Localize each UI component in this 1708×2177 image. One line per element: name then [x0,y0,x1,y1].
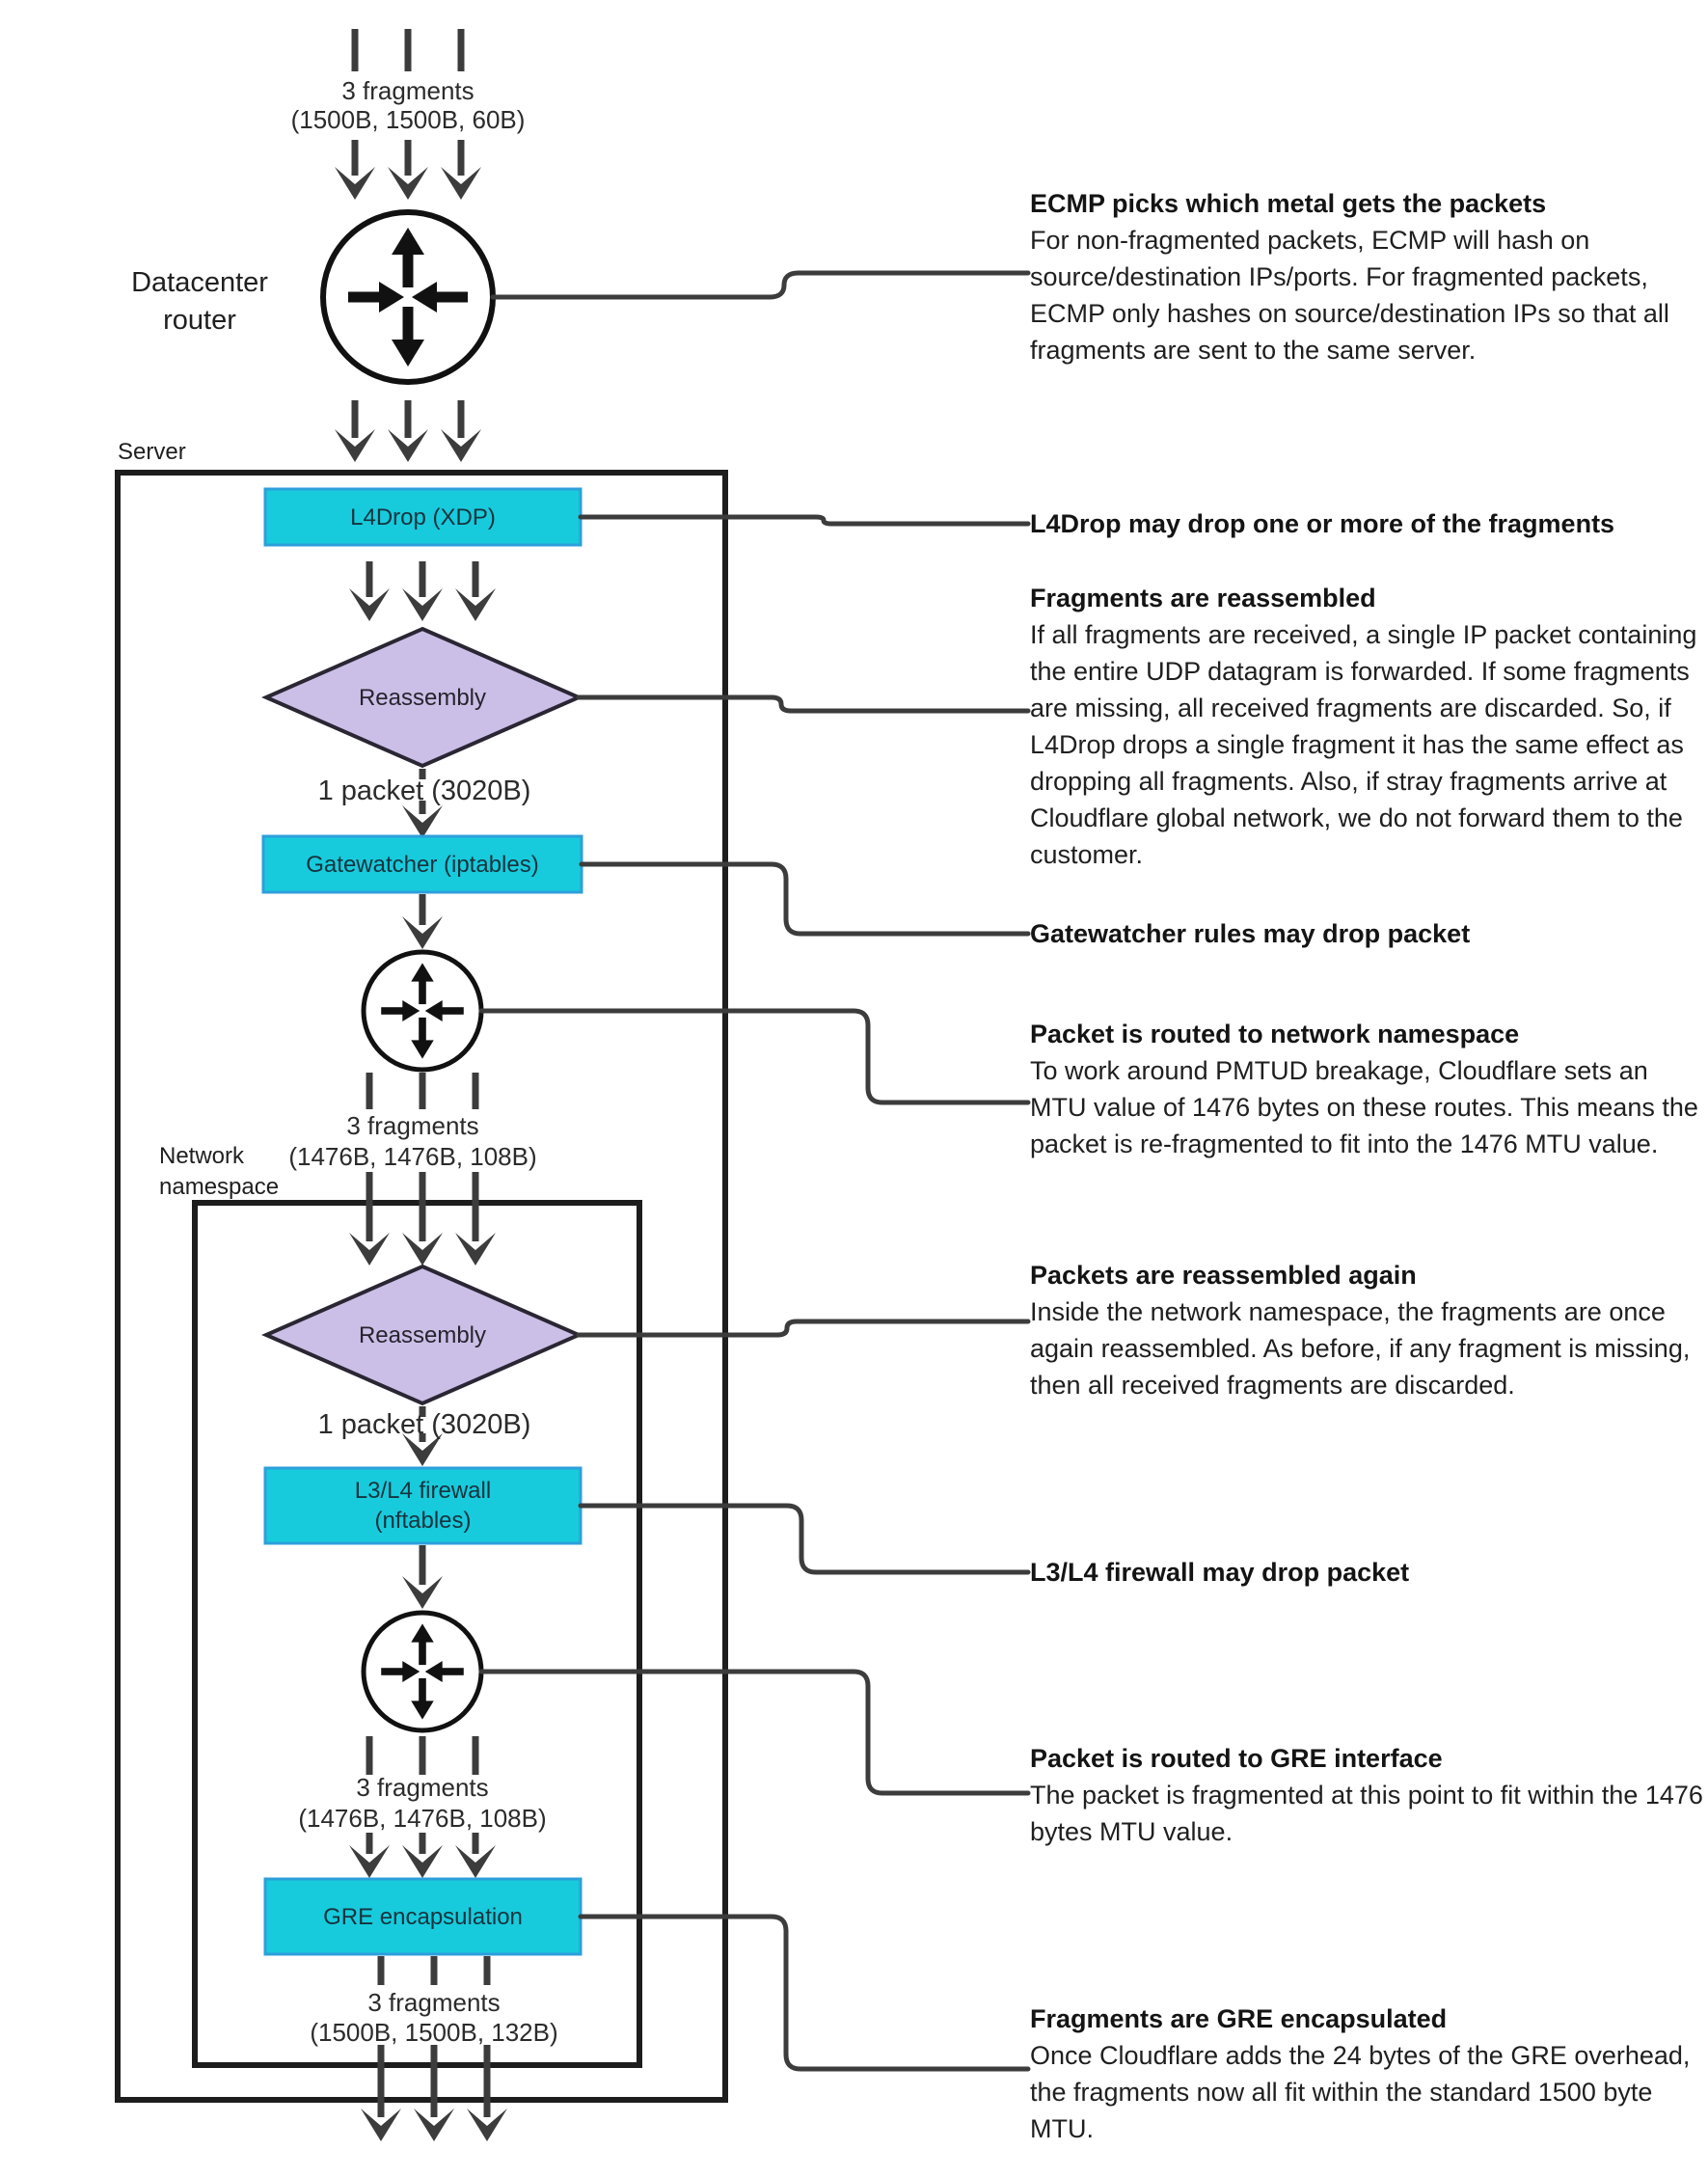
fragments-gre-label: 3 fragments (1476B, 1476B, 108B) [298,1773,547,1833]
arrows-into-datacenter-router [335,140,481,200]
arrows-outgoing [361,2045,507,2141]
annotation-gatewatcher: Gatewatcher rules may drop packet [1030,919,1471,948]
reassembly-2-label: Reassembly [358,1321,487,1348]
firewall-label: L3/L4 firewall (nftables) [354,1478,492,1534]
arrow-gatewatcher-to-router [402,894,443,949]
annotation-reassembled-again: Packets are reassembled again Inside the network namespace, the fragments are once again reassembled. As before, if any fragment is missing, then all received fragments are discarded. [1030,1261,1691,1400]
fragment-ticks-gre [369,1736,475,1775]
datacenter-router-icon [323,212,493,382]
annotation-routed-netns: Packet is routed to network namespace To work around PMTUD breakage, Cloudflare sets an MTU value of 1476 bytes on these routes. This means the packet is re-fragmented to fit into the 1476 MTU value. [1030,1020,1698,1158]
network-namespace-label: Network namespace [159,1143,280,1200]
fragment-ticks-incoming [355,29,461,71]
arrows-into-server [335,400,481,462]
packet-2-label: 1 packet (3020B) [317,1409,531,1440]
fragment-ticks-netns [369,1073,475,1109]
packet-1-label: 1 packet (3020B) [317,776,531,806]
annotation-l4drop: L4Drop may drop one or more of the fragments [1030,509,1615,538]
annotation-firewall: L3/L4 firewall may drop packet [1030,1558,1410,1587]
server-label: Server [118,439,186,465]
fragments-outgoing-label: 3 fragments (1500B, 1500B, 132B) [310,1988,558,2047]
annotation-routed-gre: Packet is routed to GRE interface The packet is fragmented at this point to fit within the 1476 bytes MTU value. [1030,1744,1703,1846]
arrows-into-gre [349,1833,496,1878]
annotation-ecmp: ECMP picks which metal gets the packets For non-fragmented packets, ECMP will hash on source/destination IPs/ports. For fragmented packets, ECMP only hashes on source/destination IPs so that all fragments are sent to the same server. [1030,189,1669,365]
fragments-incoming-label: 3 fragments (1500B, 1500B, 60B) [290,76,526,134]
arrows-l4drop-to-reassembly [349,561,496,621]
arrows-into-namespace [349,1172,496,1265]
annotation-reassembled: Fragments are reassembled If all fragments are received, a single IP packet containing the entire UDP datagram is forwarded. If some fragments are missing, all received fragments are discarded. So, if L4Drop drops a single fragment it has the same effect as dropping all fragments. Also, if stray fragments arrive at Cloudflare global network, we do not forward them to the customer. [1030,584,1697,869]
route-to-netns-icon [364,952,481,1070]
datacenter-router-label: Datacenter router [131,267,268,336]
arrow-firewall-to-router [402,1545,443,1609]
gre-label: GRE encapsulation [323,1903,523,1930]
gatewatcher-label: Gatewatcher (iptables) [306,851,539,878]
fragments-netns-label: 3 fragments (1476B, 1476B, 108B) [288,1111,537,1171]
reassembly-1-label: Reassembly [358,684,487,711]
route-to-gre-icon [364,1613,481,1730]
fragment-ticks-outgoing [381,1956,487,1985]
annotation-gre-encapsulated: Fragments are GRE encapsulated Once Cloudflare adds the 24 bytes of the GRE overhead, the fragments now all fit within the standard 1500 byte MTU. [1030,2004,1691,2143]
l4drop-label: L4Drop (XDP) [350,503,496,531]
